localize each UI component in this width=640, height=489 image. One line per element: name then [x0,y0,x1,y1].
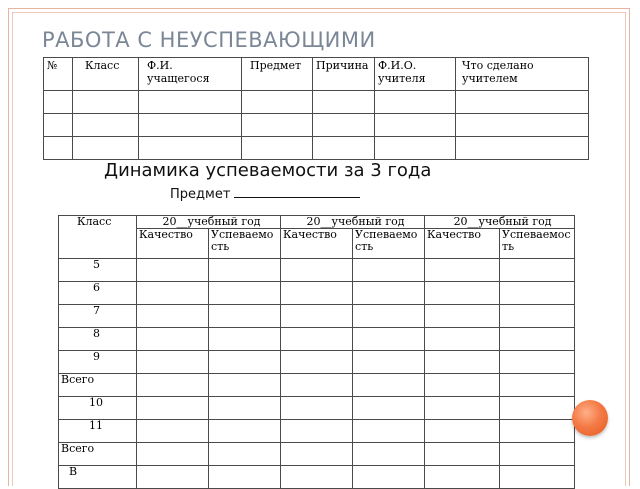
table-row [59,259,575,282]
metric-header-row [59,229,575,259]
header-student-name: Ф.И. учащегося [139,58,242,91]
row-label: 5 [59,259,137,282]
row-label: 6 [59,282,137,305]
header-class: Класс [73,58,139,91]
table-row [44,114,589,137]
subject-blank [234,185,360,198]
underachievers-table [43,57,589,160]
table-row [59,443,575,466]
table-row [59,466,575,489]
table-row [59,397,575,420]
decorative-orb [572,400,608,436]
row-label-total: Всего [59,443,137,466]
header-class: Класс [59,216,137,259]
header-progress-2: Успеваемость [353,229,425,259]
dynamics-subtitle: Динамика успеваемости за 3 года [104,160,432,181]
header-number: № [44,58,73,91]
row-label: 11 [59,420,137,443]
header-teacher-name: Ф.И.О. учителя [375,58,456,91]
header-teacher-actions: Что сделано учителем [456,58,589,91]
table-row [59,374,575,397]
table-row [44,91,589,114]
table-row [59,305,575,328]
header-subject: Предмет [242,58,313,91]
table-row [44,137,589,160]
table-header-row [44,58,589,91]
header-quality-2: Качество [281,229,353,259]
row-label: 9 [59,351,137,374]
header-progress-1: Успеваемость [209,229,281,259]
row-label: 8 [59,328,137,351]
table-row [59,282,575,305]
row-label: В [59,466,137,489]
header-quality-3: Качество [425,229,500,259]
header-year-2: 20__учебный год [281,216,425,229]
subject-label: Предмет [170,187,231,202]
header-progress-3: Успеваемость [500,229,575,259]
table-row [59,328,575,351]
slide-title: РАБОТА С НЕУСПЕВАЮЩИМИ [42,28,376,52]
table-row [59,420,575,443]
row-label: 10 [59,397,137,420]
row-label: 7 [59,305,137,328]
table-row [59,351,575,374]
year-header-row [59,216,575,229]
progress-dynamics-table [58,215,575,489]
subject-line [170,185,360,202]
header-year-3: 20__учебный год [425,216,575,229]
header-quality-1: Качество [137,229,209,259]
row-label-total: Всего [59,374,137,397]
header-reason: Причина [313,58,375,91]
header-year-1: 20__учебный год [137,216,281,229]
